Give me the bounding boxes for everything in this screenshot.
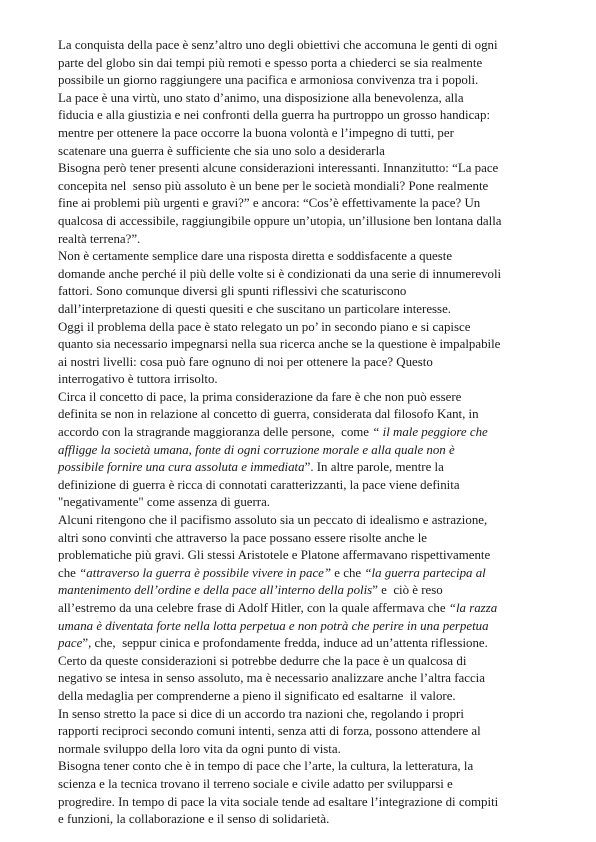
text-line: [58, 266, 546, 284]
text-line: [58, 107, 546, 125]
text-line: [58, 406, 546, 424]
text-line: [58, 811, 546, 829]
text-line: [58, 37, 546, 55]
document-page: [58, 37, 546, 829]
text-line: [58, 582, 546, 600]
text-line: [58, 248, 546, 266]
paragraph: [58, 37, 546, 90]
body-text: fine ai problemi più urgenti e gravi?” e ancora: “Cos’è effettivamente la pace? Un: [58, 196, 481, 211]
body-text: della medaglia per comprenderne a pieno il significato ed esaltarne il valore.: [58, 688, 456, 703]
body-text: negativo se intesa in senso assoluto, ma è necessario analizzare anche l’altra faccia: [58, 671, 485, 686]
text-line: [58, 477, 546, 495]
italic-quote-text: mantenimento dell’ordine e della pace all’interno della polis: [58, 583, 373, 598]
body-text: e che: [331, 565, 365, 580]
body-text: La pace è una virtù, uno stato d’animo, una disposizione alla benevolenza, alla: [58, 90, 464, 105]
text-line: [58, 723, 546, 741]
text-line: [58, 301, 546, 319]
italic-quote-text: “la razza: [448, 601, 498, 615]
italic-quote-text: “attraverso la guerra è possibile vivere in pace”: [79, 565, 332, 580]
text-line: [58, 547, 546, 565]
italic-quote-text: possibile fornire una cura assoluta e immediata: [58, 460, 305, 475]
paragraph: [58, 389, 546, 512]
text-line: [58, 741, 546, 759]
text-line: [58, 72, 546, 90]
text-line: [58, 160, 546, 178]
text-line: [58, 283, 546, 301]
text-line: [58, 618, 546, 636]
text-line: [58, 530, 546, 548]
text-line: [58, 706, 546, 724]
body-text: possibile un giorno raggiungere una pacifica e armoniosa convivenza tra i popoli.: [58, 73, 479, 88]
body-text: rapporti reciproci secondo comuni intenti, senza atti di forza, possono attendere al: [58, 724, 481, 739]
body-text: e funzioni, la collaborazione e il senso di solidarietà.: [58, 812, 330, 827]
body-text: scienza e la tecnica trovano il terreno sociale e civile adatto per svilupparsi e: [58, 776, 453, 791]
body-text: Circa il concetto di pace, la prima considerazione da fare è che non può essere: [58, 389, 462, 404]
text-line: [58, 319, 546, 337]
paragraph: [58, 319, 546, 389]
text-line: [58, 459, 546, 477]
italic-quote-text: “ il male peggiore che: [372, 425, 488, 440]
body-text: normale sviluppo della loro vita da ogni punto di vista.: [58, 741, 341, 756]
paragraph: [58, 90, 546, 160]
text-line: [58, 512, 546, 530]
body-text: ”. In altre parole, mentre la: [304, 460, 444, 475]
body-text: accordo con la stragrande maggioranza delle persone, come: [58, 425, 373, 440]
body-text: realtà terrena?”.: [58, 231, 141, 246]
text-line: [58, 758, 546, 776]
body-text: Oggi il problema della pace è stato relegato un po’ in secondo piano e si capisce: [58, 319, 471, 334]
body-text: qualcosa di accessibile, raggiungibile oppure un’utopia, un’illusione ben lontana dalla: [58, 213, 502, 228]
text-line: [58, 371, 546, 389]
body-text: che: [58, 565, 80, 580]
text-line: [58, 776, 546, 794]
text-line: [58, 90, 546, 108]
body-text: Bisogna tener conto che è in tempo di pace che l’arte, la cultura, la letteratura, la: [58, 759, 474, 774]
paragraph: [58, 758, 546, 828]
text-line: [58, 494, 546, 512]
text-line: [58, 670, 546, 688]
body-text: fattori. Sono comunque diversi gli spunti riflessivi che scaturiscono: [58, 284, 407, 299]
body-text: ” e ciò è reso: [372, 583, 443, 598]
text-line: [58, 442, 546, 460]
text-line: [58, 565, 546, 583]
body-text: fiducia e alla giustizia e nei confronti della guerra ha purtroppo un grosso handicap:: [58, 108, 491, 123]
body-text: Bisogna però tener presenti alcune considerazioni interessanti. Innanzitutto: “La pace: [58, 161, 499, 176]
italic-quote-text: “la guerra partecipa al: [364, 565, 486, 580]
body-text: mentre per ottenere la pace occorre la buona volontà e l’impegno di tutti, per: [58, 125, 454, 140]
body-text: Alcuni ritengono che il pacifismo assoluto sia un peccato di idealismo e astrazione,: [58, 513, 488, 528]
text-line: [58, 143, 546, 161]
text-line: [58, 688, 546, 706]
text-line: [58, 635, 546, 653]
body-text: concepita nel senso più assoluto è un bene per le società mondiali? Pone realmente: [58, 178, 489, 193]
italic-quote-text: pace: [58, 636, 83, 651]
body-text: In senso stretto la pace si dice di un accordo tra nazioni che, regolando i propri: [58, 706, 464, 721]
body-text: ”, che, seppur cinica e profondamente fredda, induce ad un’attenta riflessione.: [82, 636, 488, 651]
text-line: [58, 178, 546, 196]
text-line: [58, 195, 546, 213]
body-text: Non è certamente semplice dare una risposta diretta e soddisfacente a queste: [58, 249, 453, 264]
paragraph: [58, 160, 546, 248]
body-text: definizione di guerra è ricca di connotati caratterizzanti, la pace viene definita: [58, 477, 460, 492]
paragraph: [58, 706, 546, 759]
text-line: [58, 213, 546, 231]
body-text: scatenare una guerra è sufficiente che sia uno solo a desiderarla: [58, 143, 385, 158]
body-text: parte del globo sin dai tempi più remoti e spesso porta a chiederci se sia realmente: [58, 55, 483, 70]
text-line: [58, 424, 546, 442]
body-text: problematiche più gravi. Gli stessi Aristotele e Platone affermavano rispettivamente: [58, 548, 491, 563]
paragraph: [58, 653, 546, 706]
text-line: [58, 336, 546, 354]
body-text: dall’interpretazione di questi quesiti e che suscitano un particolare interesse.: [58, 301, 452, 316]
italic-quote-text: affligge la società umana, fonte di ogni corruzione morale e alla quale non è: [58, 442, 455, 457]
body-text: La conquista della pace è senz’altro uno degli obiettivi che accomuna le genti di ogni: [58, 38, 498, 52]
text-line: [58, 231, 546, 249]
text-line: [58, 794, 546, 812]
body-text: quanto sia necessario impegnarsi nella sua ricerca anche se la questione è impalpabile: [58, 337, 501, 352]
text-line: [58, 55, 546, 73]
paragraph: [58, 248, 546, 318]
text-line: [58, 354, 546, 372]
body-text: progredire. In tempo di pace la vita sociale tende ad esaltare l’integrazione di compiti: [58, 794, 499, 809]
body-text: altri sono convinti che attraverso la pace possano essere risolte anche le: [58, 530, 428, 545]
body-text: interrogativo è tuttora irrisolto.: [58, 372, 218, 387]
text-line: [58, 389, 546, 407]
italic-quote-text: umana è diventata forte nella lotta perpetua e non potrà che perire in una perpetua: [58, 618, 489, 633]
paragraph: [58, 512, 546, 653]
body-text: definita se non in relazione al concetto di guerra, considerata dal filosofo Kant, in: [58, 407, 479, 422]
text-line: [58, 600, 546, 618]
text-line: [58, 653, 546, 671]
body-text: all’estremo da una celebre frase di Adolf Hitler, con la quale affermava che: [58, 601, 449, 615]
text-line: [58, 125, 546, 143]
body-text: ai nostri livelli: cosa può fare ognuno di noi per ottenere la pace? Questo: [58, 354, 433, 369]
body-text: Certo da queste considerazioni si potrebbe dedurre che la pace è un qualcosa di: [58, 653, 467, 668]
body-text: "negativamente" come assenza di guerra.: [58, 495, 271, 510]
body-text: domande anche perché il più delle volte si è condizionati da una serie di innumerevoli: [58, 266, 502, 281]
